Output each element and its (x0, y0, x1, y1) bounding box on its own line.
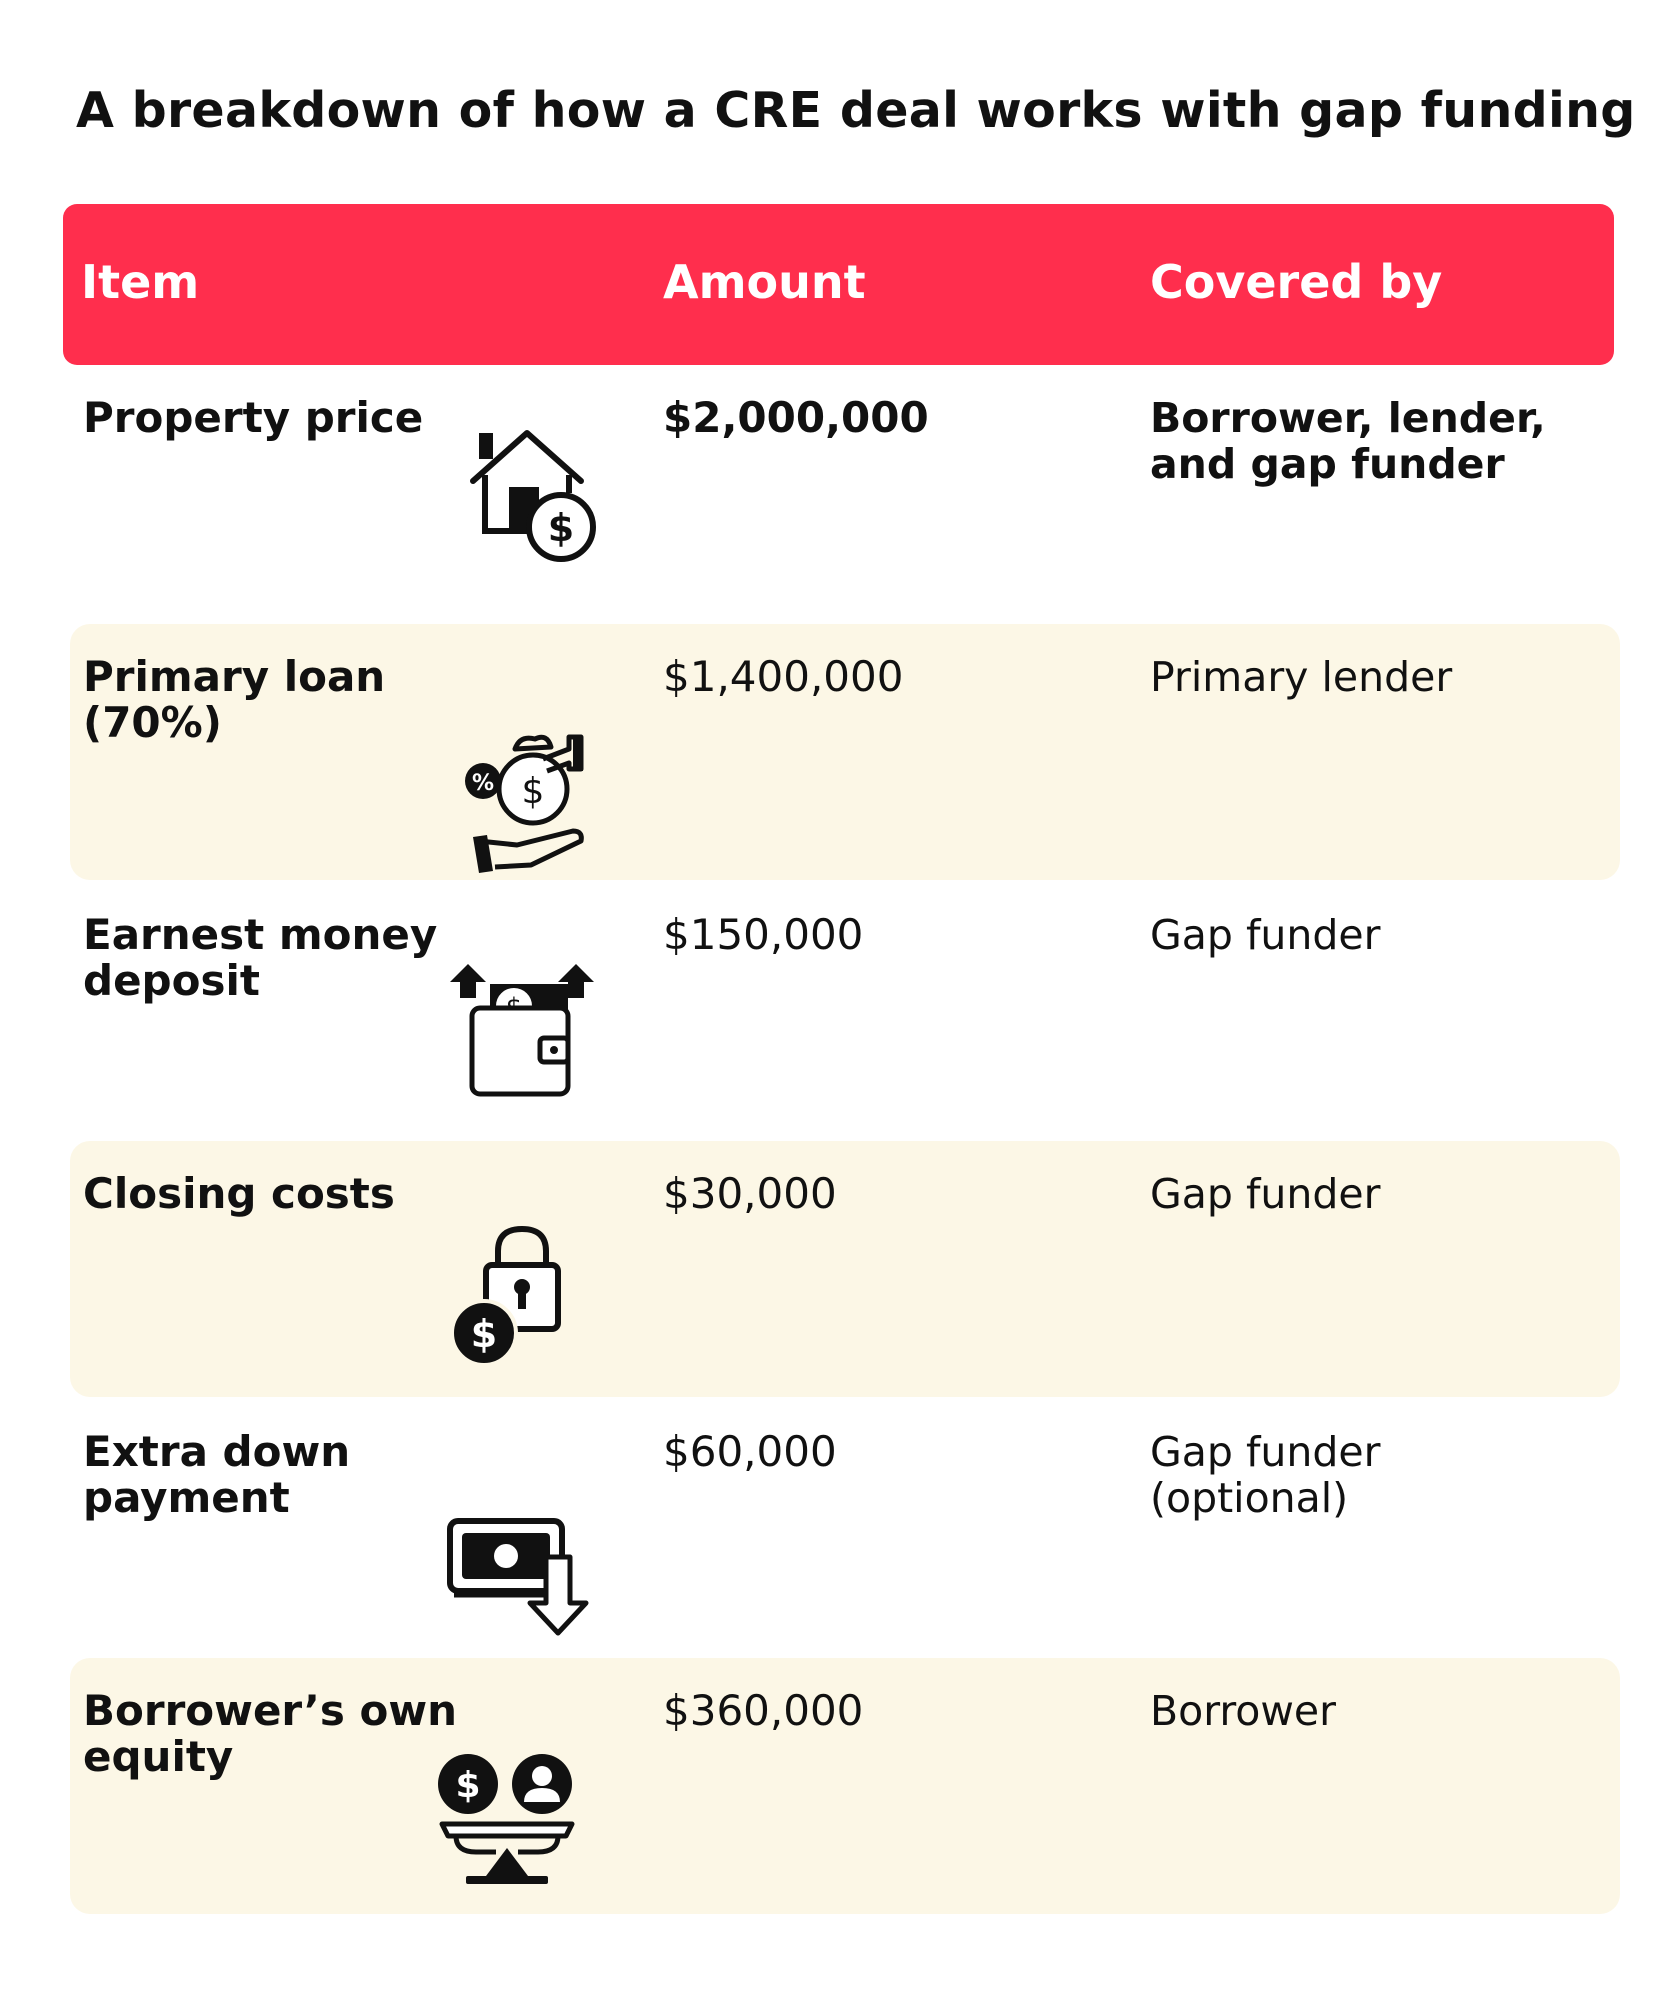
item-cell: Property price (83, 393, 424, 442)
svg-text:$: $ (455, 1765, 481, 1806)
amount-cell: $1,400,000 (663, 652, 904, 701)
page-title: A breakdown of how a CRE deal works with gap funding (76, 82, 1636, 139)
covered-by-cell: Borrower (1150, 1687, 1337, 1735)
table-row (70, 1658, 1620, 1914)
table-row (70, 882, 1620, 1138)
amount-cell: $360,000 (663, 1686, 864, 1735)
wallet-coin-arrows-icon (450, 964, 600, 1104)
covered-by-cell: Primary lender (1150, 653, 1453, 701)
header-item: Item (81, 255, 200, 309)
lock-dollar-icon (450, 1221, 580, 1371)
covered-by-cell: Gap funder (optional) (1150, 1428, 1381, 1522)
table-row (70, 365, 1620, 621)
banknote-down-arrow-icon (446, 1517, 596, 1637)
svg-text:$: $ (470, 1312, 498, 1356)
svg-text:$: $ (521, 771, 545, 812)
table-row (70, 1399, 1620, 1655)
table-row (70, 624, 1620, 880)
header-covered-by: Covered by (1150, 255, 1443, 309)
item-cell: Closing costs (83, 1169, 395, 1218)
amount-cell: $30,000 (663, 1169, 837, 1218)
covered-by-cell: Gap funder (1150, 1170, 1381, 1218)
item-cell: Extra down payment (83, 1427, 351, 1522)
amount-cell: $60,000 (663, 1427, 837, 1476)
covered-by-cell: Borrower, lender, and gap funder (1150, 394, 1546, 488)
covered-by-cell: Gap funder (1150, 911, 1381, 959)
table-header (63, 204, 1614, 365)
item-cell: Borrower’s own equity (83, 1686, 458, 1781)
amount-cell: $150,000 (663, 910, 864, 959)
item-cell: Earnest money deposit (83, 910, 438, 1005)
loan-money-bag-hand-icon (465, 729, 595, 879)
balance-dollar-person-icon (436, 1752, 586, 1892)
house-dollar-icon (465, 425, 605, 565)
svg-text:%: % (471, 771, 495, 796)
table-row (70, 1141, 1620, 1397)
header-amount: Amount (663, 255, 866, 309)
svg-text:$: $ (547, 506, 575, 550)
item-cell: Primary loan (70%) (83, 652, 386, 747)
amount-cell: $2,000,000 (663, 393, 929, 442)
